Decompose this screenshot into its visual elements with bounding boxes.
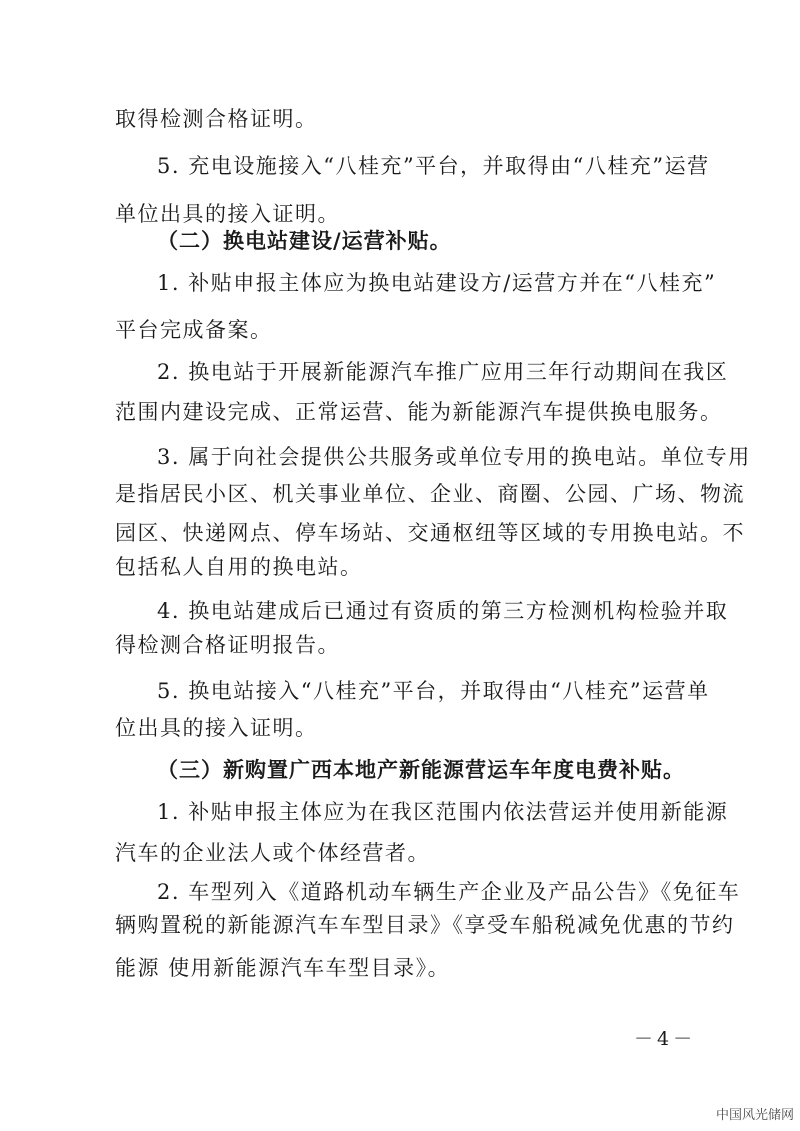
text-line: 单位出具的接入证明。 bbox=[115, 202, 340, 226]
text-line: 1. 补贴申报主体应为换电站建设方/运营方并在“八桂充” bbox=[157, 271, 717, 295]
page-number: －4－ bbox=[634, 1028, 697, 1050]
text-line: 取得检测合格证明。 bbox=[115, 107, 318, 131]
text-line: 范围内建设完成、正常运营、能为新能源汽车提供换电服务。 bbox=[115, 400, 723, 424]
text-line: 包括私人自用的换电站。 bbox=[115, 555, 363, 579]
text-line: 2. 换电站于开展新能源汽车推广应用三年行动期间在我区 bbox=[157, 360, 729, 384]
text-line: 5. 换电站接入“八桂充”平台，并取得由“八桂充”运营单 bbox=[157, 679, 710, 703]
text-line: 是指居民小区、机关事业单位、企业、商圈、公园、广场、物流 bbox=[115, 482, 745, 506]
section-heading: （二）换电站建设/运营补贴。 bbox=[157, 229, 452, 253]
text-line: 能源 使用新能源汽车车型目录》。 bbox=[115, 956, 451, 980]
text-line: 5. 充电设施接入“八桂充”平台，并取得由“八桂充”运营 bbox=[157, 154, 710, 178]
text-line: 4. 换电站建成后已通过有资质的第三方检测机构检验并取 bbox=[157, 599, 729, 623]
text-line: 1. 补贴申报主体应为在我区范围内依法营运并使用新能源 bbox=[157, 800, 729, 824]
section-heading: （三）新购置广西本地产新能源营运车年度电费补贴。 bbox=[157, 758, 685, 782]
text-line: 位出具的接入证明。 bbox=[115, 716, 318, 740]
text-line: 2. 车型列入《道路机动车辆生产企业及产品公告》《免征车 bbox=[157, 880, 741, 904]
text-line: 辆购置税的新能源汽车车型目录》《享受车船税减免优惠的节约 bbox=[115, 913, 735, 937]
text-line: 得检测合格证明报告。 bbox=[115, 633, 340, 657]
text-line: 园区、快递网点、停车场站、交通枢纽等区域的专用换电站。不 bbox=[115, 521, 745, 545]
text-line: 汽车的企业法人或个体经营者。 bbox=[115, 841, 430, 865]
text-line: 3. 属于向社会提供公共服务或单位专用的换电站。单位专用 bbox=[157, 445, 751, 469]
text-line: 平台完成备案。 bbox=[115, 318, 273, 342]
watermark: 中国风光储网 bbox=[715, 1108, 794, 1123]
